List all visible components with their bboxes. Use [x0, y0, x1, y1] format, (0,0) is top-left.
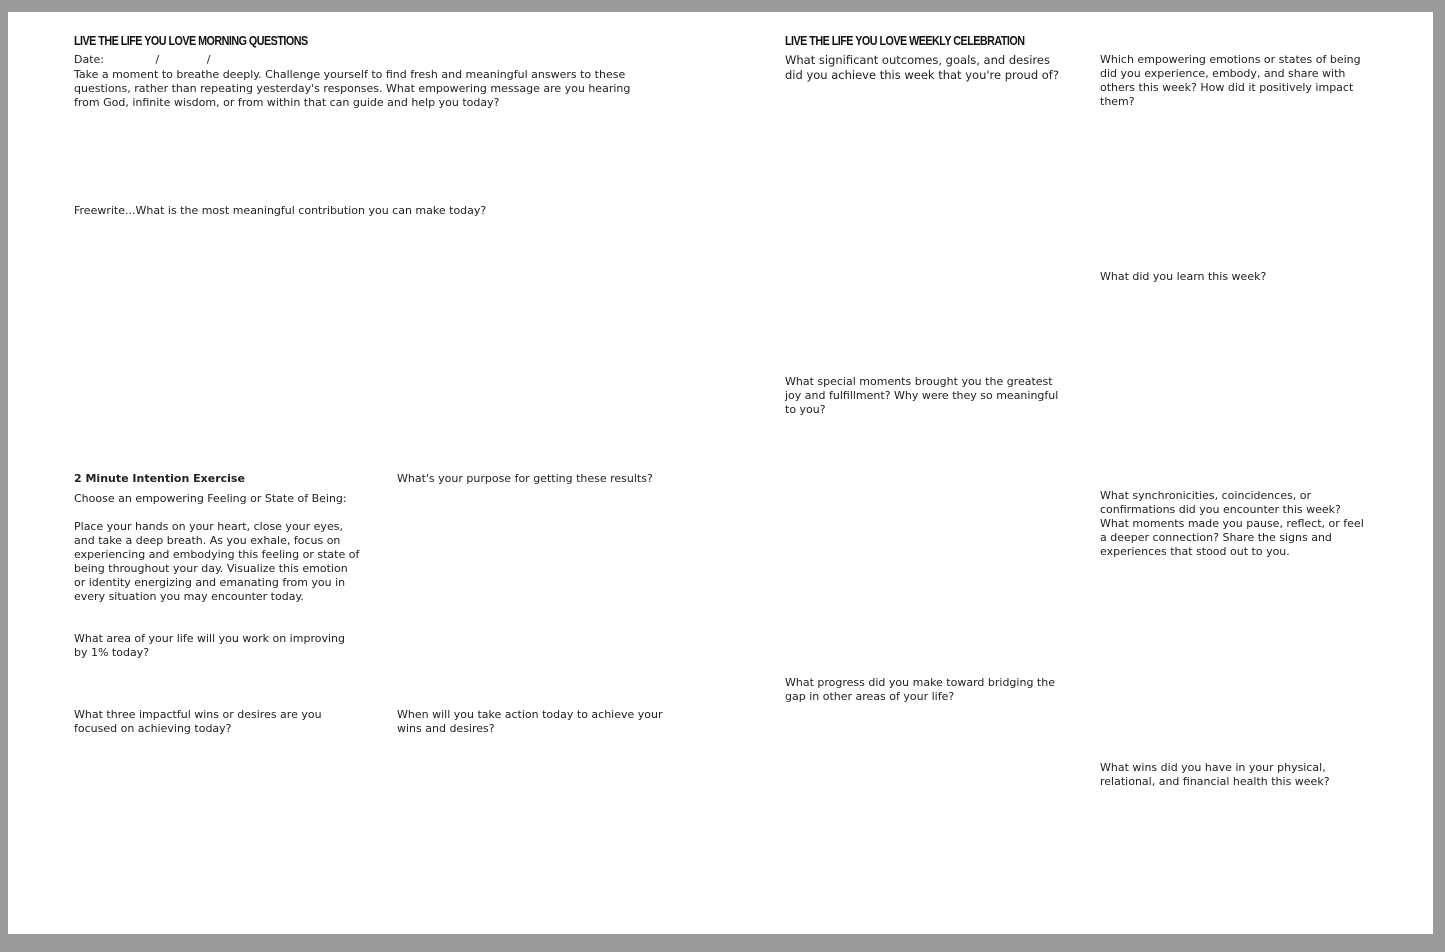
- freewrite-prompt: Freewrite...What is the most meaningful contribution you can make today?: [74, 204, 487, 217]
- outcomes-question: What significant outcomes, goals, and desires did you achieve this week that you're proud of?: [785, 53, 1059, 82]
- date-label: Date:: [74, 53, 104, 66]
- purpose-question: What's your purpose for getting these results?: [397, 472, 653, 485]
- date-row: [74, 53, 210, 67]
- progress-question: What progress did you make toward bridging the gap in other areas of your life?: [785, 676, 1055, 703]
- journal-page-spread: [8, 12, 1433, 934]
- synchronicities-question: What synchronicities, coincidences, or confirmations did you encounter this week? What moments made you pause, reflect, or feel a deeper connection? Share the signs and experiences that stood out to you.: [1100, 489, 1364, 558]
- date-separator-2: /: [206, 53, 211, 66]
- intention-instructions: Place your hands on your heart, close your eyes, and take a deep breath. As you exhale, focus on experiencing and embodying this feeling or state of being throughout your day. Visualize this emotion or identity energizing and emanating from you in every situation you may encounter today.: [74, 520, 360, 603]
- emotions-question: Which empowering emotions or states of being did you experience, embody, and share with others this week? How did it positively impact them?: [1100, 53, 1361, 108]
- moments-question: What special moments brought you the greatest joy and fulfillment? Why were they so meaningful to you?: [785, 375, 1059, 416]
- wins-question: What three impactful wins or desires are you focused on achieving today?: [74, 708, 322, 735]
- learn-question: What did you learn this week?: [1100, 270, 1267, 283]
- health-question: What wins did you have in your physical, relational, and financial health this week?: [1100, 761, 1330, 788]
- date-separator-1: /: [155, 53, 160, 66]
- action-question: When will you take action today to achieve your wins and desires?: [397, 708, 663, 735]
- intention-choose: Choose an empowering Feeling or State of Being:: [74, 492, 347, 505]
- improve-question: What area of your life will you work on improving by 1% today?: [74, 632, 345, 659]
- weekly-title: LIVE THE LIFE YOU LOVE WEEKLY CELEBRATION: [785, 34, 1025, 48]
- morning-intro: Take a moment to breathe deeply. Challenge yourself to find fresh and meaningful answers to these questions, rather than repeating yesterday's responses. What empowering message are you hearing from God, infinite wisdom, or from within that can guide and help you today?: [74, 68, 631, 109]
- intention-heading: 2 Minute Intention Exercise: [74, 472, 245, 485]
- morning-title: LIVE THE LIFE YOU LOVE MORNING QUESTIONS: [74, 34, 308, 48]
